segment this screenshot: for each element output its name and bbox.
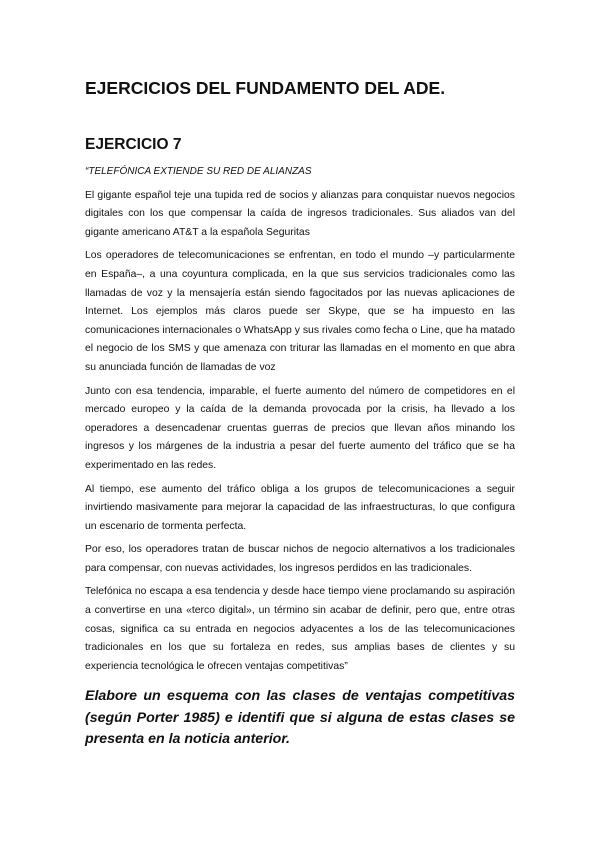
article-body	[85, 163, 515, 751]
article-paragraph-4: Al tiempo, ese aumento del tráfico obliga a los grupos de telecomunicaciones a seguir invirtiendo masivamente para mejorar la capacidad de las infraestructuras, lo que configura un escenario de tormenta perfecta.	[85, 483, 515, 532]
exercise-task: Elabore un esquema con las clases de ventajas competitivas (según Porter 1985) e identifi que si alguna de estas clases se presenta en la noticia anterior.	[85, 688, 515, 748]
document-title: EJERCICIOS DEL FUNDAMENTO DEL ADE.	[85, 78, 446, 98]
article-paragraph-1: El gigante español teje una tupida red de socios y alianzas para conquistar nuevos negocios digitales con los que compensar la caída de ingresos tradicionales. Sus aliados van del gigante americano AT&T a la española Seguritas	[85, 189, 515, 238]
article-paragraph-3: Junto con esa tendencia, imparable, el fuerte aumento del número de competidores en el mercado europeo y la caída de la demanda provocada por la crisis, ha llevado a los operadores a desencadenar cruentas guerras de precios que llevan años minando los ingresos y los márgenes de la industria a pesar del fuerte aumento del tráfico que se ha experimentado en las redes.	[85, 385, 515, 471]
article-paragraph-2: Los operadores de telecomunicaciones se enfrentan, en todo el mundo –y particularmente en España–, a una coyuntura complicada, en la que sus servicios tradicionales como las llamadas de voz y la mensajería están siendo fagocitados por las nuevas aplicaciones de Internet. Los ejemplos más claros puede ser Skype, que se ha impuesto en las comunicaciones internacionales o WhatsApp y sus rivales como fecha o Line, que ha matado el negocio de los SMS y que amenaza con triturar las llamadas en el momento en que abra su anunciada función de llamadas de voz	[85, 250, 515, 373]
article-paragraph-5: Por eso, los operadores tratan de buscar nichos de negocio alternativos a los tradicionales para compensar, con nuevas actividades, los ingresos perdidos en las tradicionales.	[85, 544, 515, 574]
exercise-heading: EJERCICIO 7	[85, 136, 182, 153]
article-headline: “TELEFÓNICA EXTIENDE SU RED DE ALIANZAS	[85, 166, 312, 177]
article-paragraph-6: Telefónica no escapa a esa tendencia y desde hace tiempo viene proclamando su aspiración a convertirse en una «terco digital», un término sin acabar de definir, pero que, entre otras cosas, significa ca su entrada en negocios adyacentes a los de las telecomunicaciones tradicionales en los que su fortaleza en redes, sus amplias bases de clientes y su experiencia tecnológica le ofrecen ventajas competitivas”	[85, 586, 515, 672]
